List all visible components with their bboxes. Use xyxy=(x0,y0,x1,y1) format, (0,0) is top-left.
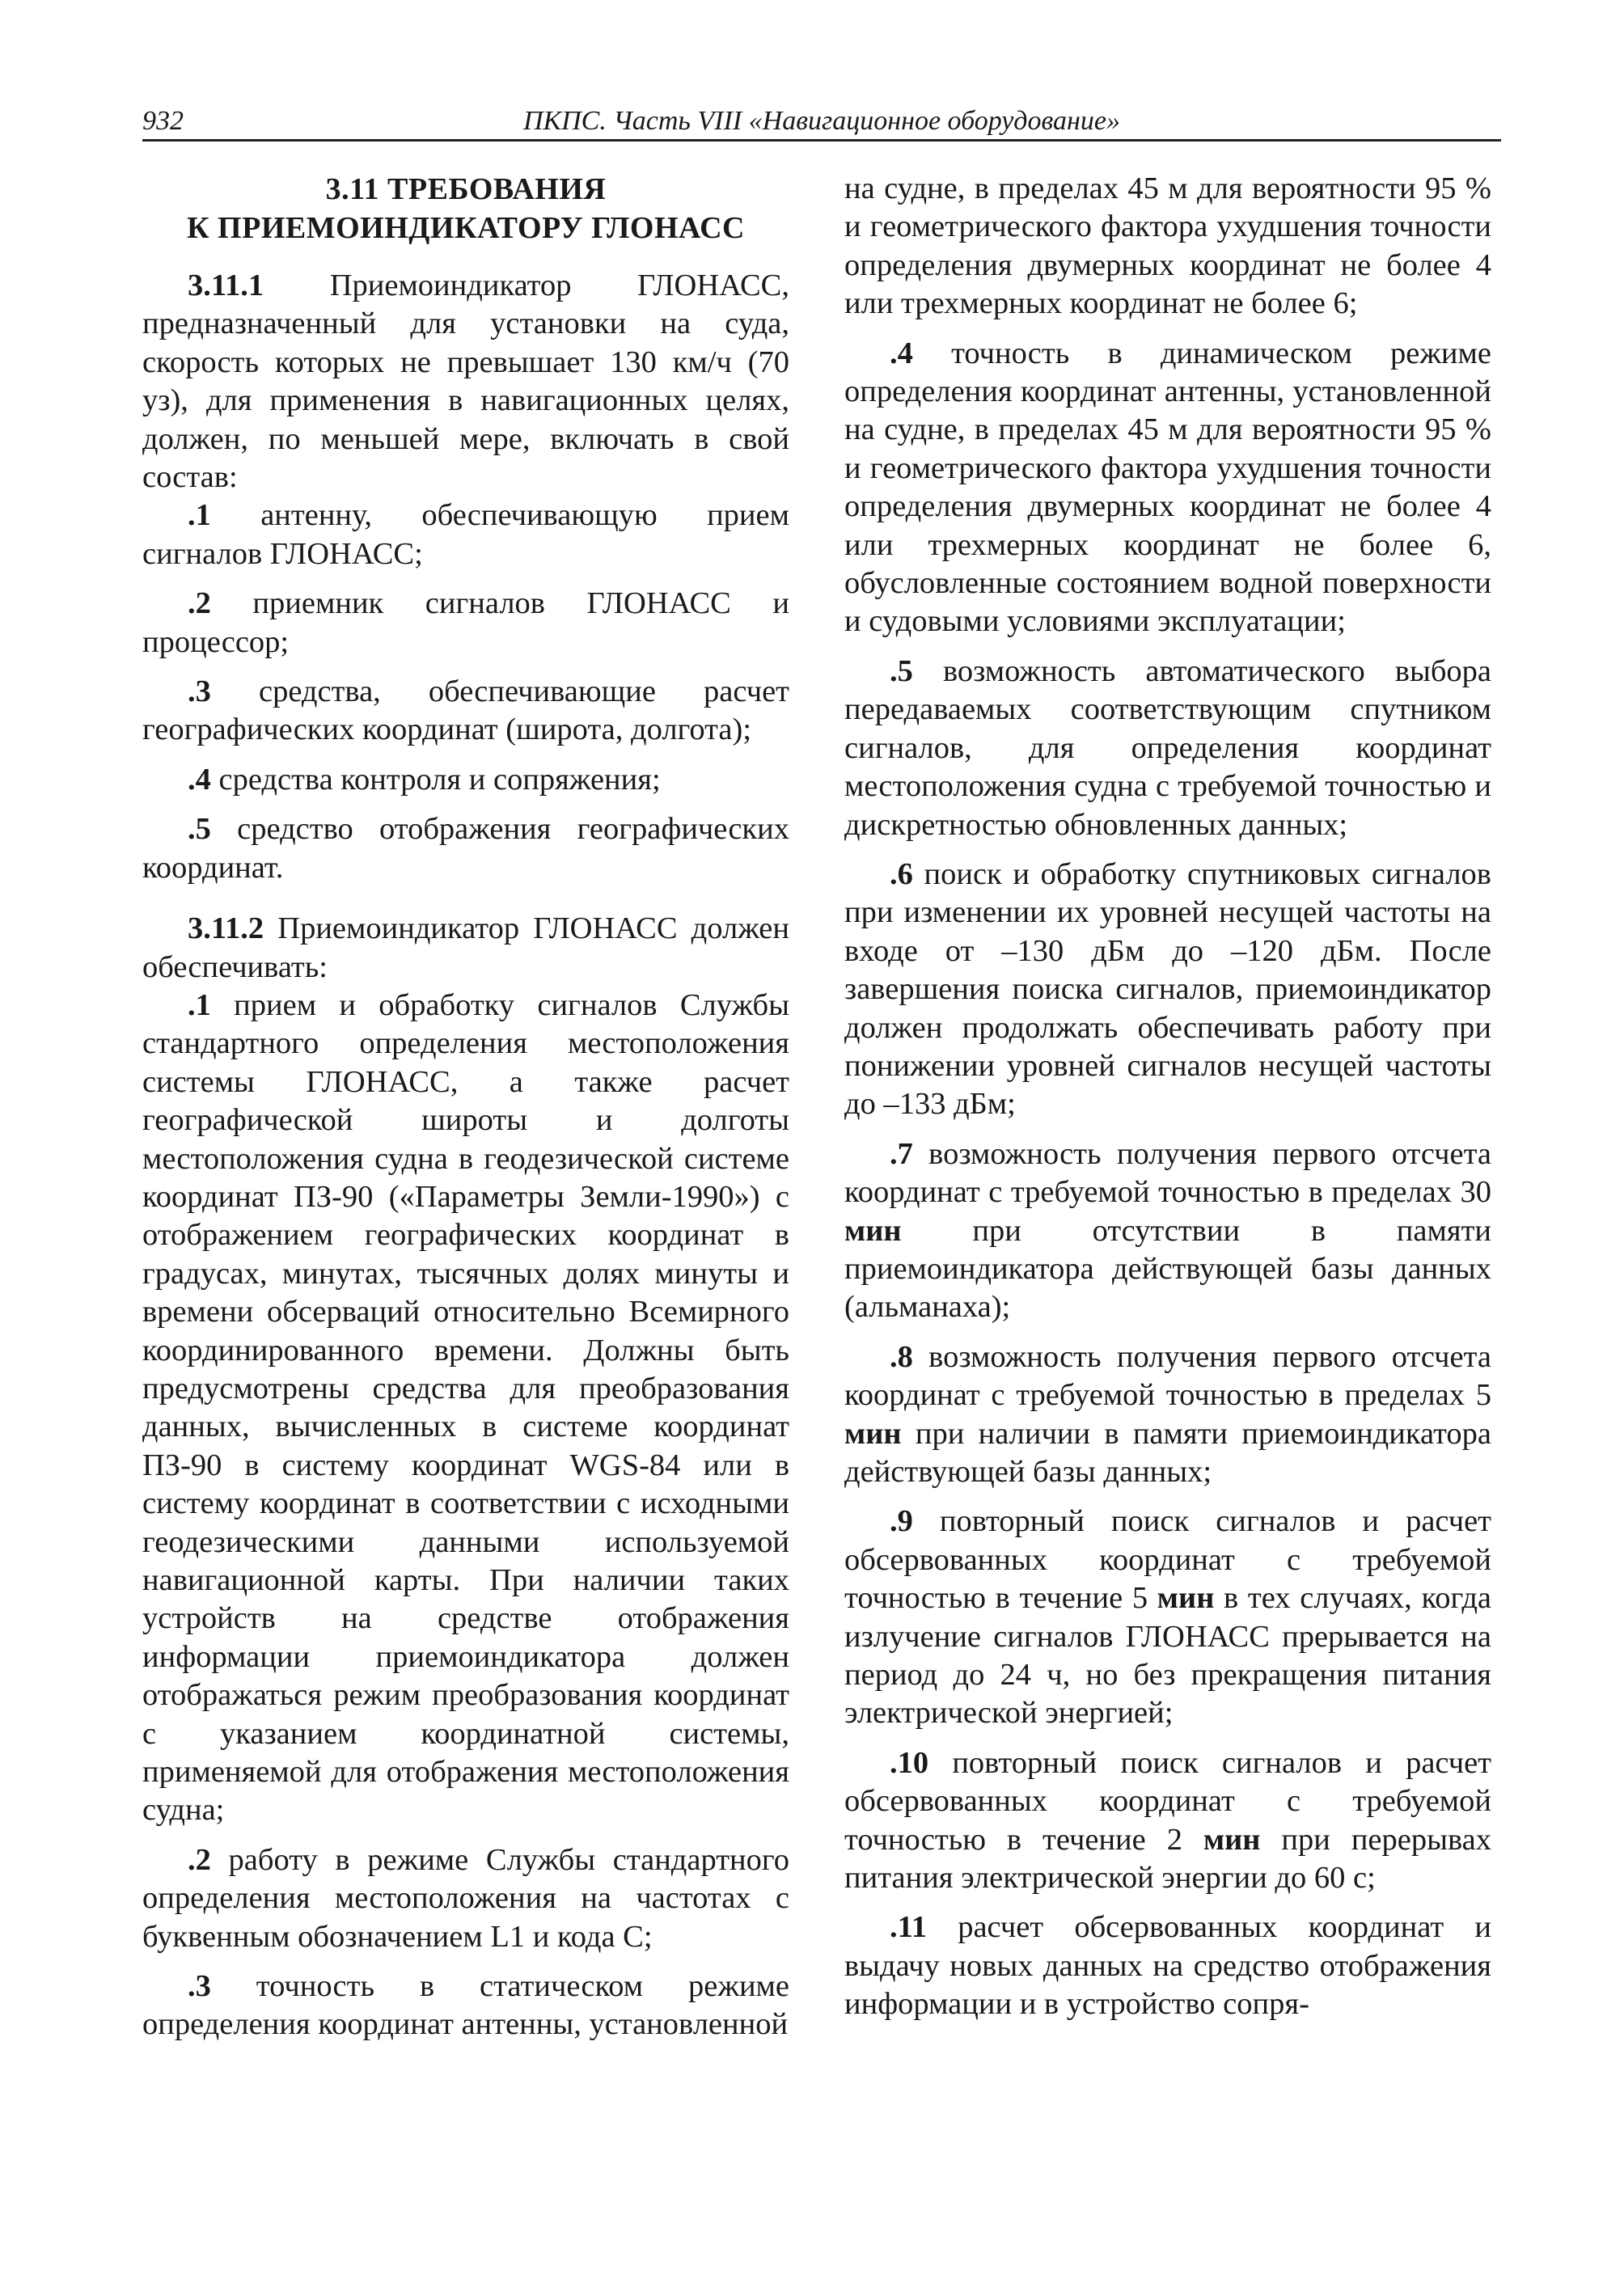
list-item xyxy=(142,810,789,887)
item-number: .11 xyxy=(890,1910,928,1945)
item-text: работу в режиме Службы стандартного определения местоположения на частотах с буквенным обозначением L1 и кода С; xyxy=(142,1842,789,1954)
item-text: поиск и обработку спутниковых сигналов при изменении их уровней несущей частоты на входе от –130 дБм до –120 дБм. После завершения поиска сигналов, приемоиндикатор должен продолжать обеспечивать работу при понижении уровней сигналов несущей частоты до –133 дБм; xyxy=(844,856,1491,1122)
list-item xyxy=(142,585,789,662)
section-title-line-2: К ПРИЕМОИНДИКАТОРУ ГЛОНАСС xyxy=(187,211,745,245)
item-text: повторный поиск сигналов и расчет обсервованных координат с требуемой точностью в течение 5 xyxy=(844,1504,1491,1616)
right-column xyxy=(844,170,1491,2024)
item-number: .7 xyxy=(890,1136,913,1171)
item-number: .3 xyxy=(188,1969,211,2004)
item-number: .1 xyxy=(188,498,211,533)
clause-3-11-2 xyxy=(142,910,789,987)
item-number: .5 xyxy=(188,812,211,847)
item-text: возможность получения первого отсчета координат с требуемой точностью в пределах 30 xyxy=(844,1136,1491,1210)
clause-3-11-1 xyxy=(142,267,789,497)
list-item xyxy=(844,653,1491,844)
page-number: 932 xyxy=(142,106,184,136)
list-item xyxy=(142,1968,789,2044)
left-column xyxy=(142,170,789,2044)
list-item xyxy=(844,1908,1491,2023)
section-title-line-1: 3.11 ТРЕБОВАНИЯ xyxy=(325,172,607,206)
item-text: средства контроля и сопряжения; xyxy=(210,762,661,797)
item-number: .2 xyxy=(188,586,211,621)
item-text: в тех случаях, когда излучение сигналов ГЛОНАСС прерывается на период до 24 ч, но без прекращения питания электрической энергией; xyxy=(844,1581,1492,1731)
item-text: повторный поиск сигналов и расчет обсервованных координат с требуемой точностью в течение 2 xyxy=(844,1745,1491,1857)
clause-number: 3.11.1 xyxy=(188,268,264,302)
running-title: ПКПС. Часть VIII «Навигационное оборудование» xyxy=(523,106,1120,136)
item-number: .10 xyxy=(890,1745,929,1780)
clause-number: 3.11.2 xyxy=(188,911,264,946)
unit-min: мин xyxy=(844,1213,902,1248)
item-number: .4 xyxy=(890,336,913,370)
item-text: при наличии в памяти приемоиндикатора действующей базы данных; xyxy=(844,1416,1491,1489)
item-text: средство отображения географических координат. xyxy=(142,812,789,885)
list-item xyxy=(844,1744,1491,1898)
item-text: при перерывах питания электрической энергии до 60 с; xyxy=(844,1822,1491,1896)
clause-text: Приемоиндикатор ГЛОНАСС, предназначенный для установки на суда, скорость которых не превышает 130 км/ч (70 уз), для применения в навигационных целях, должен, по меньшей мере, включать в свой состав: xyxy=(142,268,789,495)
item-number: .5 xyxy=(890,653,913,688)
list-item xyxy=(844,1135,1491,1327)
item-text: возможность автоматического выбора передаваемых соответствующим спутником сигналов, для определения координат местоположения судна с требуемой точностью и дискретностью обновленных данных; xyxy=(844,653,1491,842)
item-number: .9 xyxy=(890,1504,913,1539)
list-item xyxy=(142,987,789,1830)
section-title xyxy=(142,170,789,247)
list-item xyxy=(844,856,1491,1124)
item-text: точность в динамическом режиме определения координат антенны, установленной на судне, в пределах 45 м для вероятности 95 % и геометрического фактора ухудшения точности определения двумерных координат не более 4 или трехмерных координат не более 6, обусловленные состоянием водной поверхности и судовыми условиями эксплуатации; xyxy=(844,336,1491,639)
unit-min: мин xyxy=(1203,1822,1261,1857)
unit-min: мин xyxy=(844,1416,902,1451)
list-item xyxy=(844,1503,1491,1732)
item-number: .4 xyxy=(188,762,211,797)
item-text: антенну, обеспечивающую прием сигналов ГЛОНАСС; xyxy=(142,498,789,571)
item-number: .1 xyxy=(188,987,211,1022)
item-text: приемник сигналов ГЛОНАСС и процессор; xyxy=(142,586,789,659)
list-item xyxy=(142,1841,789,1956)
item-text: возможность получения первого отсчета координат с требуемой точностью в пределах 5 xyxy=(844,1339,1491,1413)
item-number: .6 xyxy=(890,856,913,891)
item-text: точность в статическом режиме определения координат антенны, установленной xyxy=(142,1969,789,2042)
item-number: .8 xyxy=(890,1339,913,1374)
item-number: .2 xyxy=(188,1842,211,1877)
running-header xyxy=(142,104,1501,142)
item-text: средства, обеспечивающие расчет географических координат (широта, долгота); xyxy=(142,674,789,747)
item-text: прием и обработку сигналов Службы стандартного определения местоположения системы ГЛОНАСС, а также расчет географической широты и долготы местоположения судна в геодезической системе координат ПЗ-90 («Параметры Земли-1990») с отображением географических координат в градусах, минутах, тысячных долях минуты и времени обсерваций относительно Всемирного координированного времени. Должны быть предусмотрены средства для преобразования данных, вычисленных в системе координат ПЗ-90 в систему координат WGS-84 или в систему координат в соответствии с исходными геодезическими данными используемой навигационной карты. При наличии таких устройств на средстве отображения информации приемоиндикатора должен отображаться режим преобразования координат с указанием координатной системы, применяемой для отображения местоположения судна; xyxy=(142,987,789,1828)
item-number: .3 xyxy=(188,674,211,709)
list-item xyxy=(142,497,789,573)
unit-min: мин xyxy=(1157,1581,1215,1616)
list-item xyxy=(844,335,1491,641)
list-item xyxy=(142,673,789,750)
list-item xyxy=(844,1338,1491,1492)
item-text: при отсутствии в памяти приемоиндикатора действующей базы данных (альманаха); xyxy=(844,1213,1491,1325)
clause-text: Приемоиндикатор ГЛОНАСС должен обеспечивать: xyxy=(142,911,789,984)
list-item xyxy=(142,761,789,799)
continued-text: на судне, в пределах 45 м для вероятности 95 % и геометрического фактора ухудшения точности определения двумерных координат не более 4 или трехмерных координат не более 6; xyxy=(844,171,1491,321)
item-text: расчет обсервованных координат и выдачу новых данных на средство отображения информации и в устройство сопря- xyxy=(844,1910,1491,2022)
